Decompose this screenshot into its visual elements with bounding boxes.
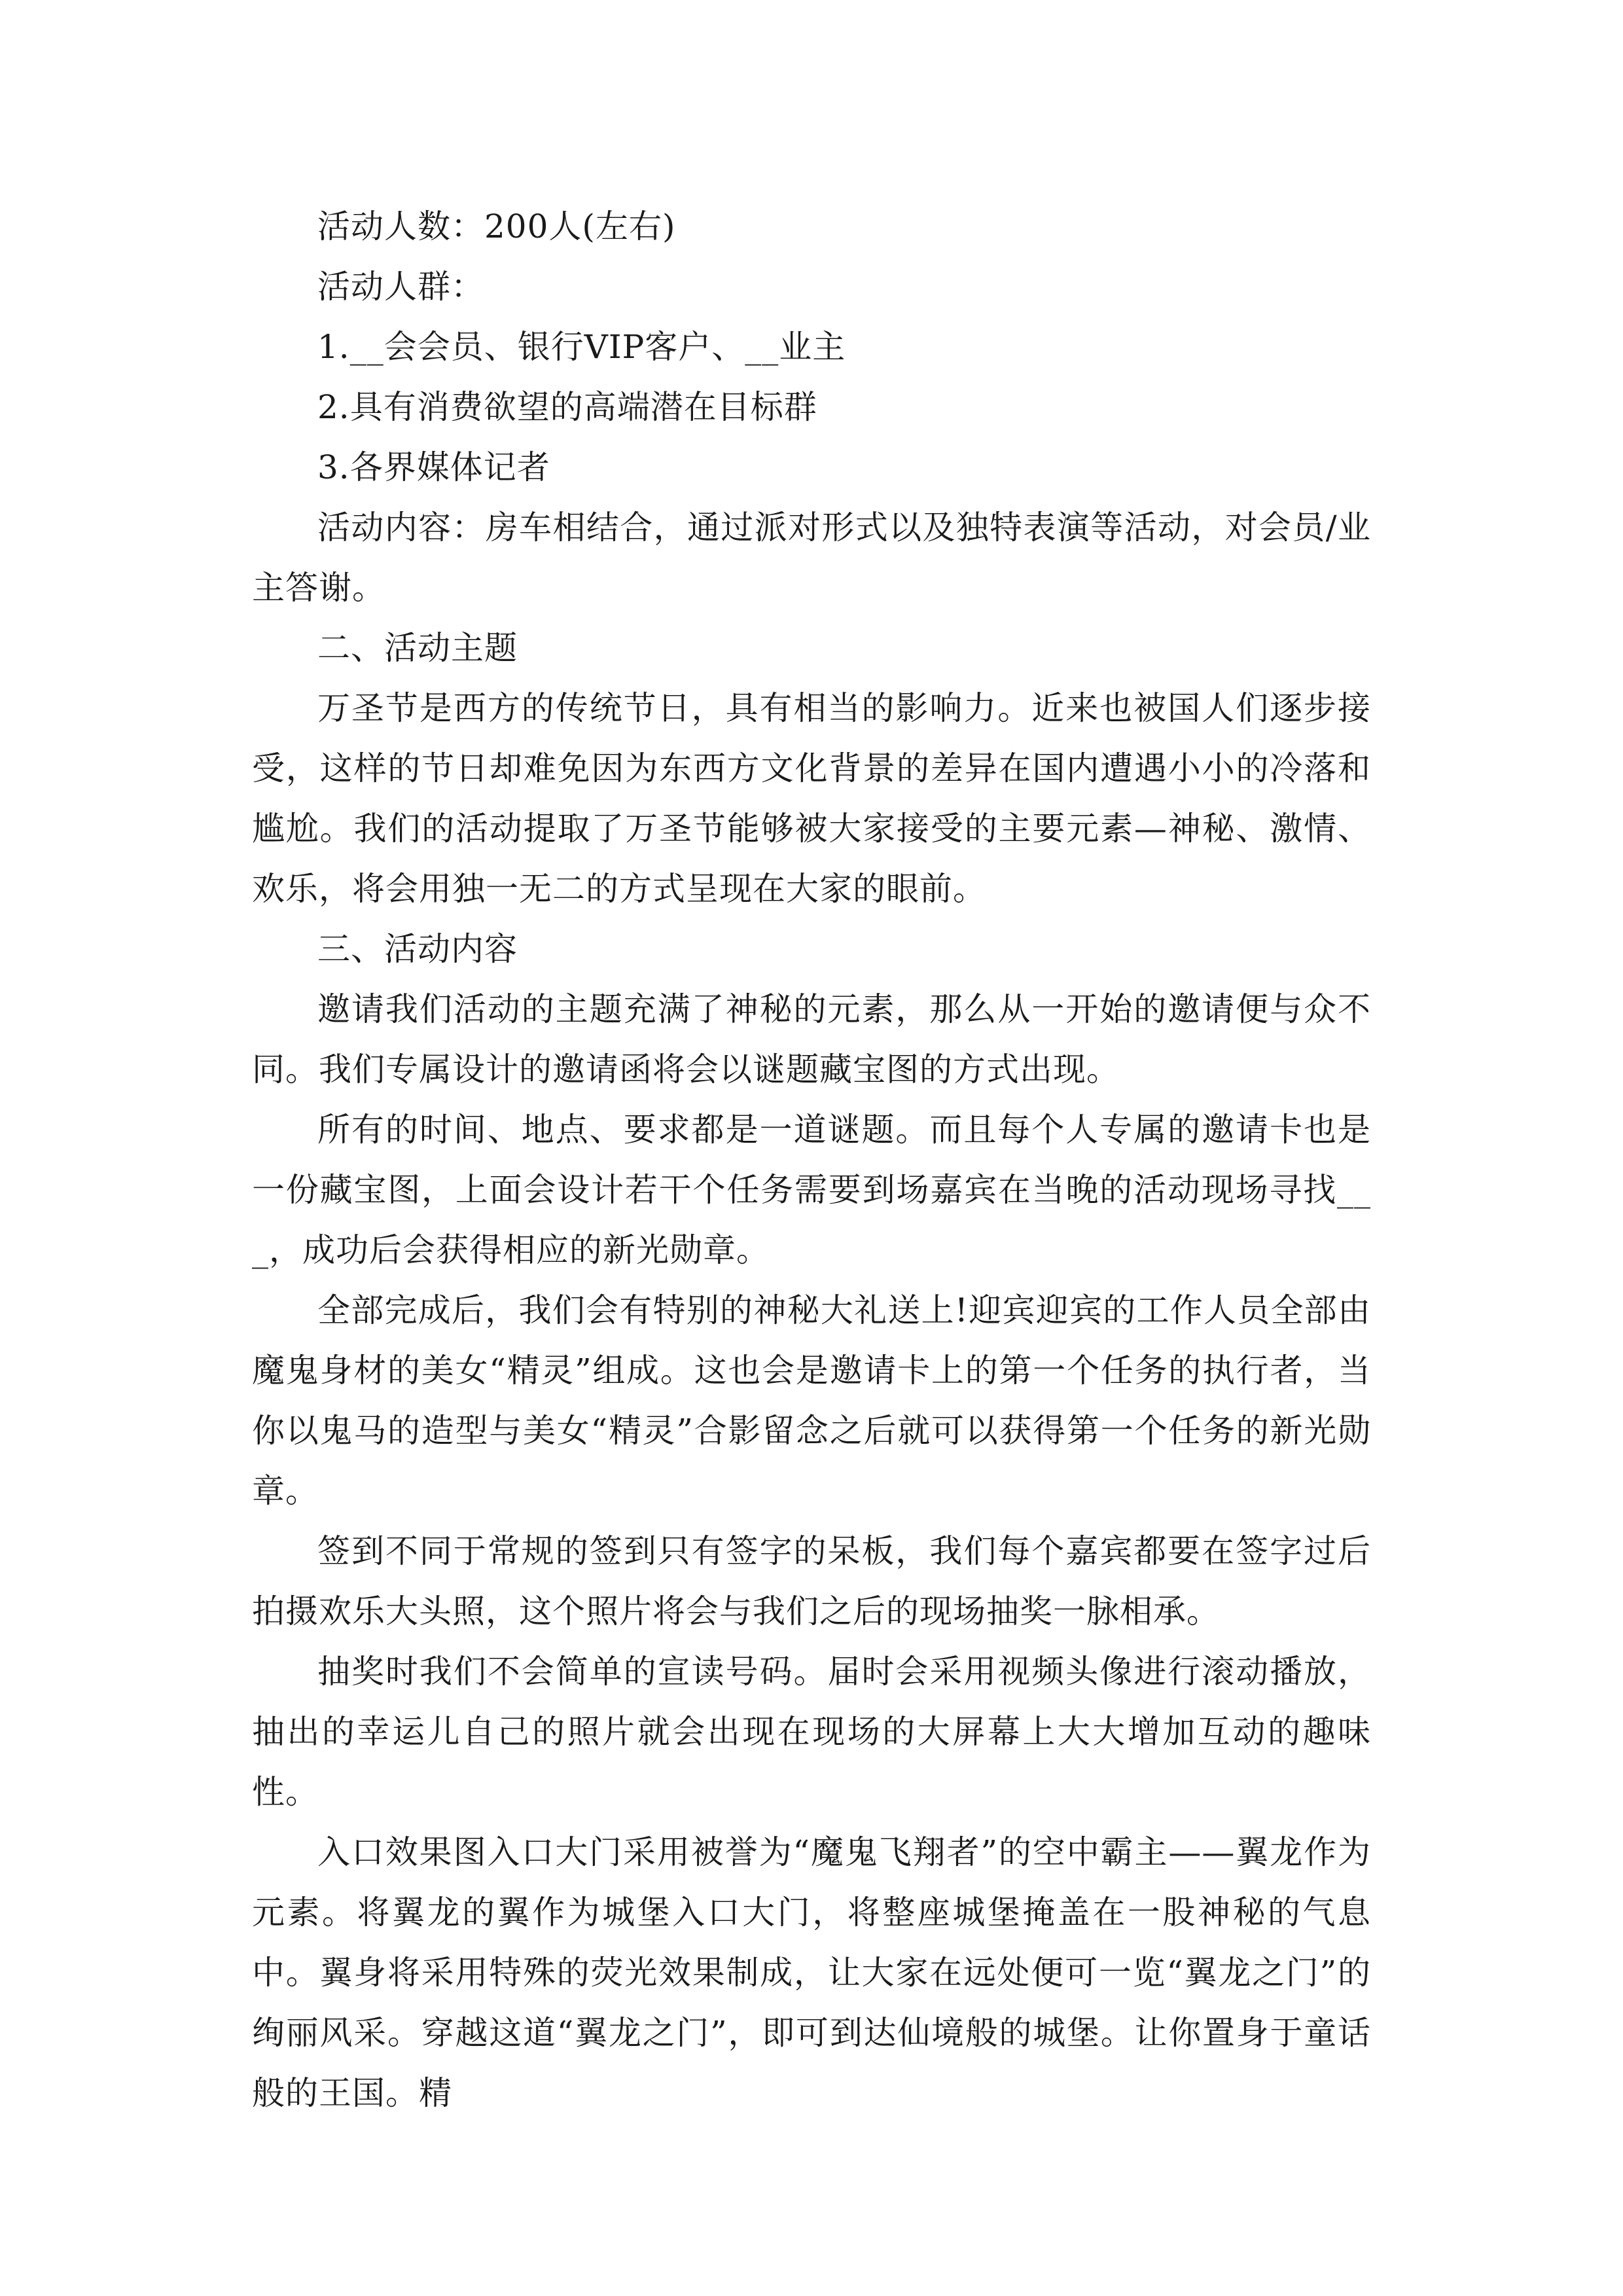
- paragraph-invitation: 邀请我们活动的主题充满了神秘的元素，那么从一开始的邀请便与众不同。我们专属设计的邀请函将会以谜题藏宝图的方式出现。: [252, 990, 1371, 1088]
- paragraph-entrance: 入口效果图入口大门采用被誉为“魔鬼飞翔者”的空中霸主——翼龙作为元素。将翼龙的翼作为城堡入口大门，将整座城堡掩盖在一股神秘的气息中。翼身将采用特殊的荧光效果制成，让大家在远处便可一览“翼龙之门”的绚丽风采。穿越这道“翼龙之门”，即可到达仙境般的城堡。让你置身于童话般的王国。精: [252, 1833, 1371, 2112]
- paragraph-treasure-map: 所有的时间、地点、要求都是一道谜题。而且每个人专属的邀请卡也是一份藏宝图，上面会设计若干个任务需要到场嘉宾在当晚的活动现场寻找___，成功后会获得相应的新光勋章。: [252, 1111, 1371, 1269]
- paragraph-signin: 签到不同于常规的签到只有签字的呆板，我们每个嘉宾都要在签字过后拍摄欢乐大头照，这个照片将会与我们之后的现场抽奖一脉相承。: [252, 1532, 1371, 1630]
- section-heading-content: 三、活动内容: [317, 930, 518, 968]
- paragraph-audience-heading: 活动人群：: [317, 268, 484, 306]
- paragraph-audience-item-2: 2.具有消费欲望的高端潜在目标群: [317, 388, 817, 426]
- paragraph-audience-item-1: 1.__会会员、银行VIP客户、__业主: [317, 328, 846, 366]
- section-heading-theme: 二、活动主题: [317, 629, 518, 667]
- paragraph-headcount: 活动人数：200人(左右): [317, 207, 676, 245]
- paragraph-audience-item-3: 3.各界媒体记者: [317, 448, 550, 486]
- paragraph-theme-body: 万圣节是西方的传统节日，具有相当的影响力。近来也被国人们逐步接受，这样的节日却难免因为东西方文化背景的差异在国内遭遇小小的冷落和尴尬。我们的活动提取了万圣节能够被大家接受的主要元素—神秘、激情、欢乐，将会用独一无二的方式呈现在大家的眼前。: [252, 689, 1371, 908]
- paragraph-lottery: 抽奖时我们不会简单的宣读号码。届时会采用视频头像进行滚动播放，抽出的幸运儿自己的照片就会出现在现场的大屏幕上大大增加互动的趣味性。: [252, 1653, 1371, 1811]
- paragraph-activity-content: 活动内容：房车相结合，通过派对形式以及独特表演等活动，对会员/业主答谢。: [252, 509, 1371, 607]
- document-page: [252, 196, 1371, 2123]
- paragraph-welcome: 全部完成后，我们会有特别的神秘大礼送上!迎宾迎宾的工作人员全部由魔鬼身材的美女“精灵”组成。这也会是邀请卡上的第一个任务的执行者，当你以鬼马的造型与美女“精灵”合影留念之后就可以获得第一个任务的新光勋章。: [252, 1291, 1371, 1510]
